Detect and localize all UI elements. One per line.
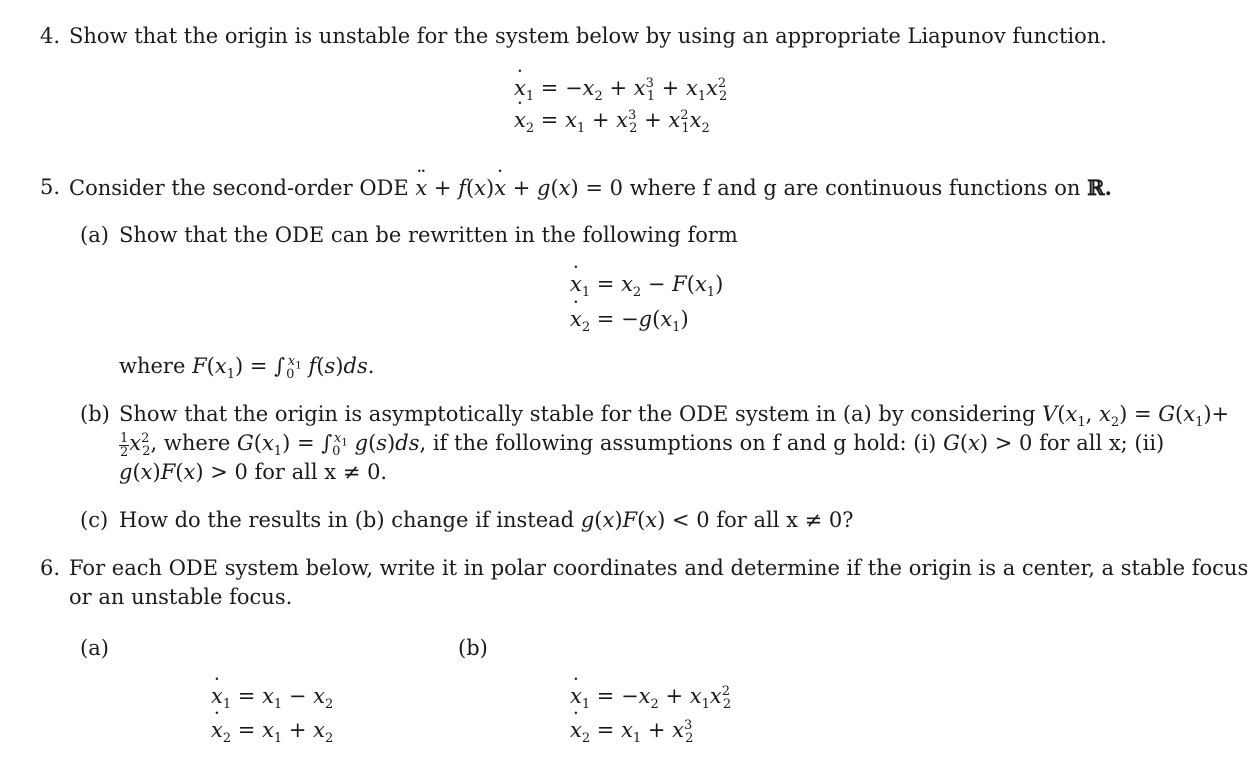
problem-5-set: ℝ. <box>1087 175 1112 200</box>
problem-5b-where: , where <box>150 431 231 455</box>
problem-6-number: 6. <box>40 556 61 580</box>
problem-5b-line-3: g(x)F(x) > 0 for all x ≠ 0. <box>119 460 388 484</box>
problem-4-equation-1: ˙ $x_1 = -x_2 + x^3_1 + x_1x^2_2$ <box>514 76 727 101</box>
problem-4-equation-2: ˙ $x_2 = x_1 + x^3_2 + x^2_1x_2$ <box>514 108 710 133</box>
problem-6b-equation-2: ˙ $x_2 = x_1 + x^3_2$ <box>570 718 693 743</box>
problem-4-number: 4. <box>40 24 61 48</box>
problem-5c-label: (c) <box>80 508 109 532</box>
problem-5a-label: (a) <box>80 223 109 247</box>
problem-5a-where-word: where <box>119 354 186 378</box>
problem-5b-line-1: Show that the origin is asymptotically stable for the ODE system in (a) by considering $V(x_1$, $x_2) = G(x_1)+$ <box>119 402 1230 431</box>
problem-6a-label: (a) <box>80 636 109 660</box>
problem-6a-equation-2: ˙ $x_2 = x_1 + x_2$ <box>211 718 333 743</box>
problem-6-line-1: For each ODE system below, write it in polar coordinates and determine if the origin is a center, a stable focus <box>69 556 1248 580</box>
problem-6b-label: (b) <box>458 636 488 660</box>
problem-6-line-2: or an unstable focus. <box>69 585 293 609</box>
problem-5b-line-3-text: for all x ≠ 0. <box>254 460 388 484</box>
problem-5b-line-2: $\frac{1}{2}$ $x^2_2$, where $G(x_1) = \int_0^{x_1}$ g(s)ds, if the following assumptions on f and g hold: (i) G(x) > 0 for all x; (ii) <box>120 430 1165 460</box>
problem-5a-equation-1: ˙ $x_1 = x_2 - F(x_1)$ <box>570 272 723 297</box>
problem-5-prefix: Consider the second-order ODE <box>69 176 409 200</box>
problem-5b-assumptions: , if the following assumptions on f and g hold: (i) <box>419 431 937 455</box>
problem-5-ode: ¨ x + f(x)˙ x + g(x) = 0 <box>415 176 623 200</box>
problem-5a-equation-2: ˙ $x_2 = -g(x_1)$ <box>570 307 689 332</box>
problem-5c-text: How do the results in (b) change if instead <box>119 508 575 532</box>
problem-5b-line-1-text: Show that the origin is asymptotically stable for the ODE system in (a) by considering <box>119 402 1036 426</box>
problem-5a-statement: Show that the ODE can be rewritten in the following form <box>119 223 738 247</box>
problem-5-number: 5. <box>40 175 61 199</box>
problem-5b-label: (b) <box>80 402 110 426</box>
problem-5c-end: for all x ≠ 0? <box>716 508 854 532</box>
problem-6a-equation-1: ˙ $x_1 = x_1 - x_2$ <box>211 684 333 709</box>
problem-5b-assumption-ii: for all x; (ii) <box>1039 431 1165 455</box>
problem-4-statement: Show that the origin is unstable for the system below by using an appropriate Liapunov function. <box>69 24 1107 48</box>
problem-5c-statement: How do the results in (b) change if instead g(x)F(x) < 0 for all x ≠ 0? <box>119 508 854 532</box>
problem-5a-where: where $F(x_1) = \int_0^{x_1}$ f(s)ds. <box>119 354 375 383</box>
problem-5-suffix: where f and g are continuous functions on <box>629 176 1081 200</box>
problem-6b-equation-1: ˙ $x_1 = -x_2 + x_1x^2_2$ <box>570 684 731 709</box>
problem-5-statement <box>69 175 1112 201</box>
